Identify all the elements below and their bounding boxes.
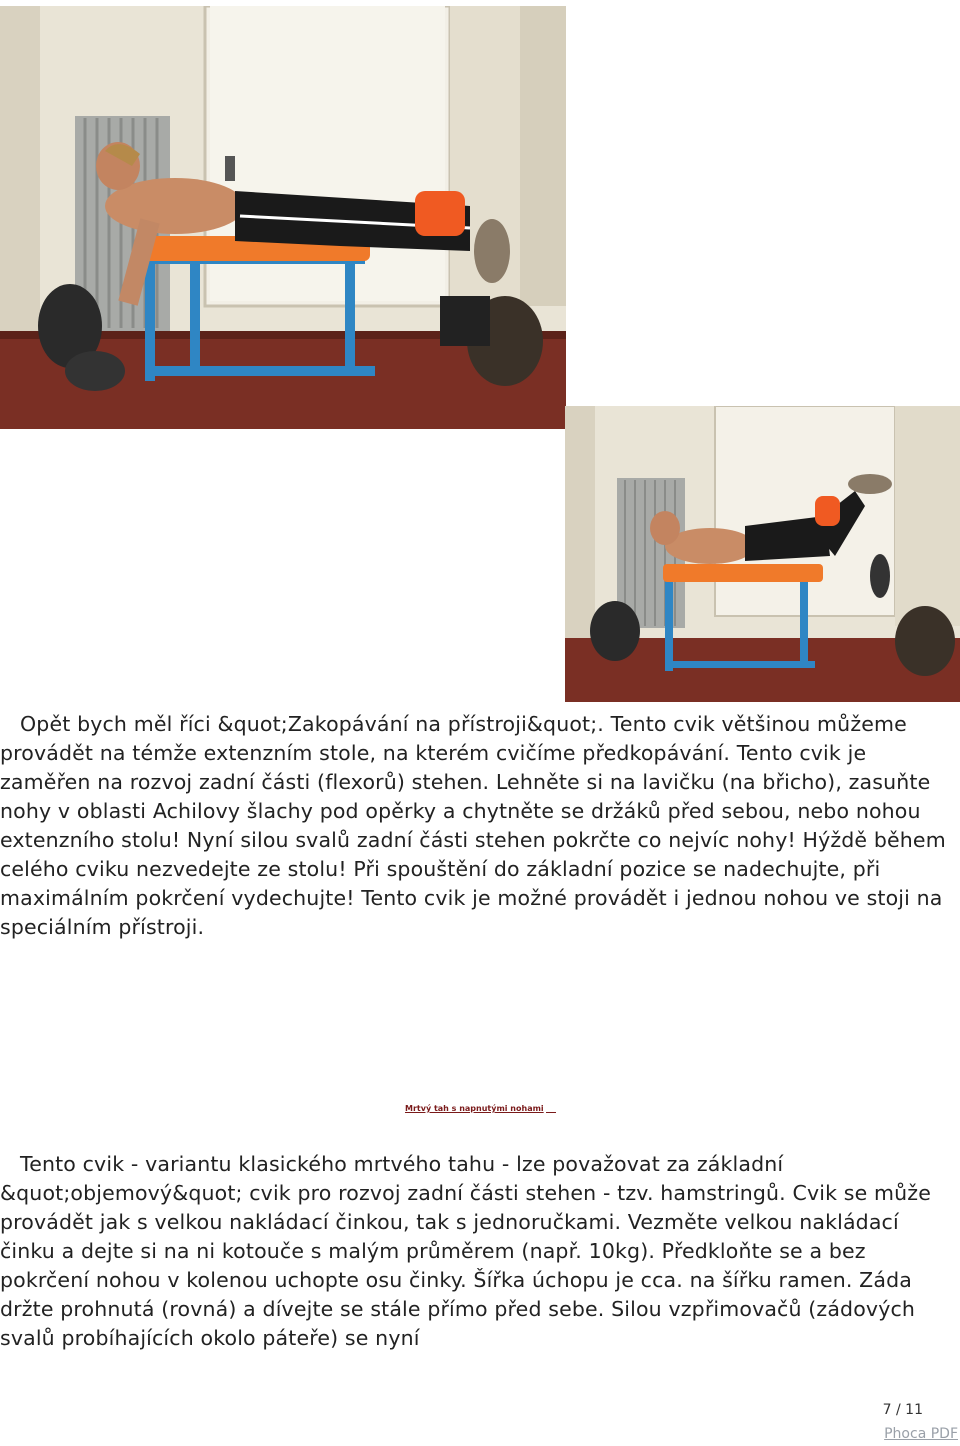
phoca-pdf-footer-link[interactable]: Phoca PDF [884, 1426, 958, 1442]
page-number: 7 / 11 [882, 1402, 923, 1418]
stiff-leg-deadlift-description-paragraph: Tento cvik - variantu klasického mrtvého tahu - lze považovat za základní &quot;objemový&quot; cvik pro rozvoj zadní části stehen - tzv. hamstringů. Cvik se může provádět jak s velkou nakládací činkou, tak s jednoručkami. Vezměte velkou nakládací činku a dejte si na ni kotouče s malým průměrem (např. 10kg). Předkloňte se a bez pokrčení nohou v kolenou uchopte osu činky. Šířka úchopu je cca. na šířku ramen. Záda držte prohnutá (rovná) a dívejte se stále přímo před sebe. Silou vzpřimovačů (zádových svalů probíhajících okolo páteře) se nyní [0, 1152, 938, 1350]
leg-curl-description-paragraph: Opět bych měl říci &quot;Zakopávání na přístroji&quot;. Tento cvik většinou můžeme provádět na témže extenzním stole, na kterém cvičíme předkopávání. Tento cvik je zaměřen na rozvoj zadní části (flexorů) stehen. Lehněte si na lavičku (na břicho), zasuňte nohy v oblasti Achilovy šlachy pod opěrky a chytněte se držáků před sebou, nebo nohou extenzního stolu! Nyní silou svalů zadní části stehen pokrčte co nejvíc nohy! Hýždě během celého cviku nezvedejte ze stolu! Při spouštění do základní pozice se nadechujte, při maximálním pokrčení vydechujte! Tento cvik je možné provádět i jednou nohou ve stoji na speciálním přístroji. [0, 712, 953, 939]
section-heading-link[interactable]: Mrtvý tah s napnutými nohami [405, 1104, 556, 1113]
leg-curl-bent-position-photo [565, 406, 960, 702]
leg-curl-start-position-photo [0, 6, 566, 429]
